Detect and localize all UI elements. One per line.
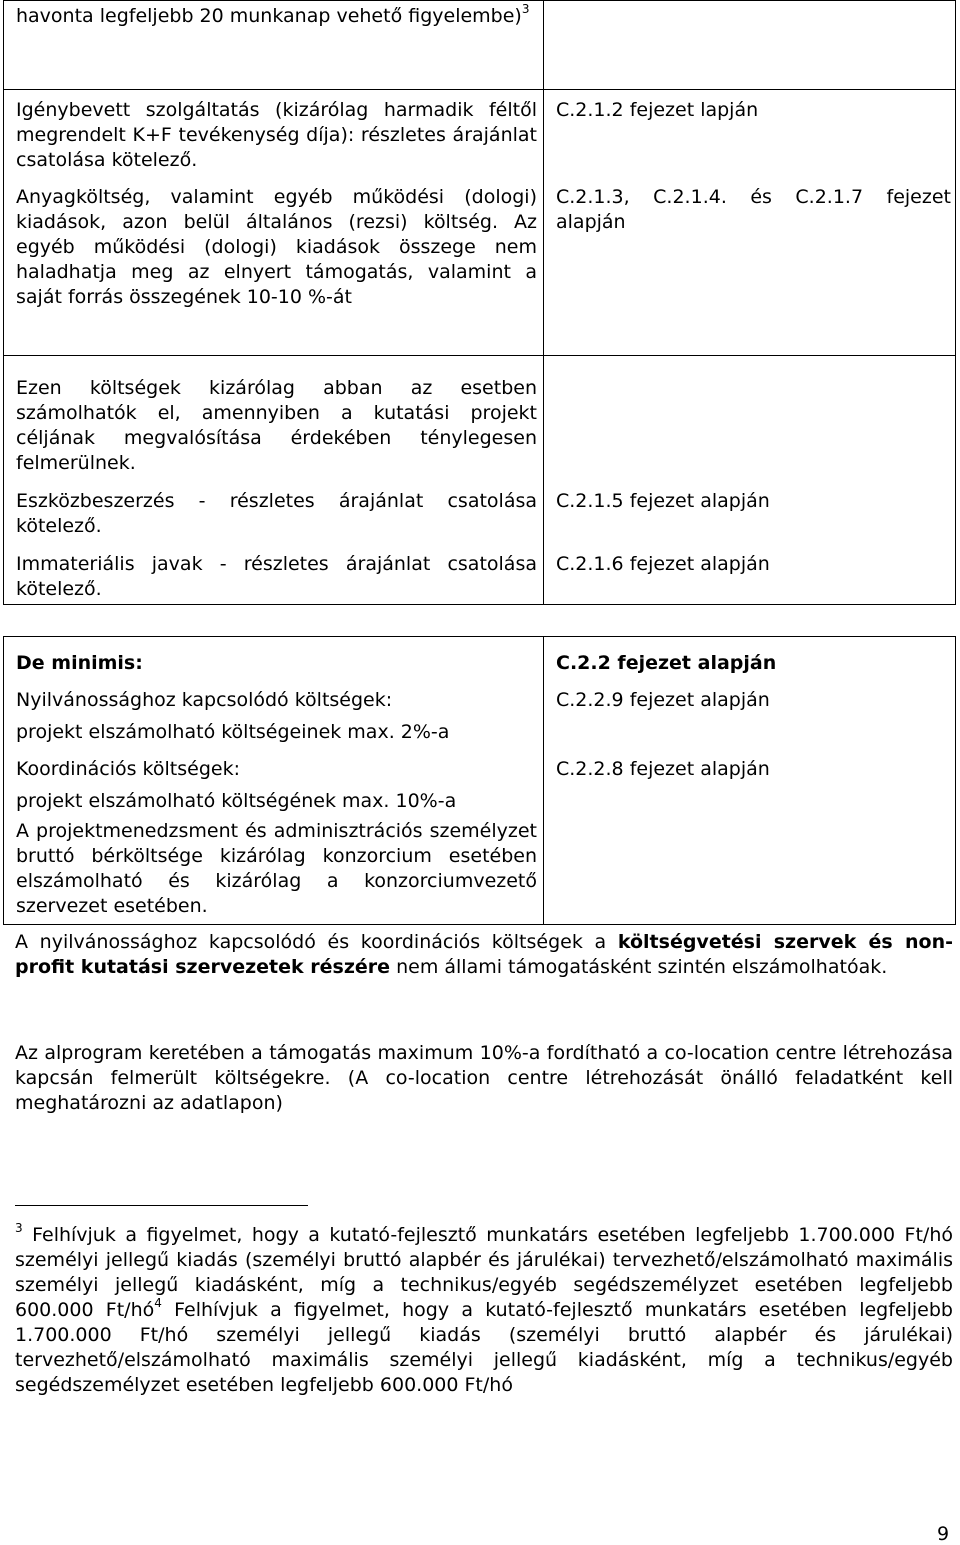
footnote-text: Felhívjuk a figyelmet, hogy a kutató-fejlesztő munkatárs esetében legfeljebb 1.700.000 Ft/hó személyi jellegű kiadás (személyi bruttó alapbér és járulékai) tervezhető/elszámolható maximális személyi jellegű kiadásként, míg a technikus/egyéb segédszemélyzet esetében legfeljebb 600.000 Ft/hó: [15, 1224, 953, 1321]
coordination-costs-reference: C.2.2.8 fejezet alapján: [556, 758, 770, 780]
cell-text: havonta legfeljebb 20 munkanap vehető figyelembe): [16, 5, 522, 27]
de-minimis-reference: C.2.2 fejezet alapján: [556, 652, 777, 674]
table-cell-left: Anyagköltség, valamint egyéb működési (dologi) kiadások, azon belül általános (rezsi) költség. Az egyéb működési (dologi) kiadások összege nem haladhatja meg az elnyert támogatás, valamint a saját forrás összegének 10-10 %-át: [16, 186, 537, 308]
table-cell-right: C.2.1.5 fejezet alapján: [556, 490, 770, 512]
column-divider: [543, 637, 544, 924]
footnote-separator: [15, 1205, 308, 1206]
table-row: [4, 89, 955, 356]
table-cell-left: Immateriális javak - részletes árajánlat csatolása kötelező.: [16, 553, 537, 600]
table-cell-right: C.2.1.3, C.2.1.4. és C.2.1.7 fejezet alapján: [556, 186, 951, 233]
de-minimis-heading: De minimis:: [16, 652, 143, 674]
paragraph-text: A nyilvánossághoz kapcsolódó és koordinációs költségek a: [15, 931, 618, 953]
footnote-text: Felhívjuk a figyelmet, hogy a kutató-fejlesztő munkatárs esetében legfeljebb 1.700.000 Ft/hó személyi jellegű kiadás (személyi bruttó alapbér és járulékai) tervezhető/elszámolható maximális személyi jellegű kiadásként, míg a technikus/egyéb segédszemélyzet esetében legfeljebb 600.000 Ft/hó: [15, 1299, 953, 1396]
page-number: 9: [937, 1523, 950, 1545]
footnote-number: 4: [154, 1296, 162, 1310]
table-cell-right: C.2.1.6 fejezet alapján: [556, 553, 770, 575]
table-cell-left: Igénybevett szolgáltatás (kizárólag harmadik féltől megrendelt K+F tevékenység díja): részletes árajánlat csatolása kötelező.: [16, 99, 537, 171]
table-row: [4, 355, 955, 607]
publicity-costs-reference: C.2.2.9 fejezet alapján: [556, 689, 770, 711]
publicity-costs-value: projekt elszámolható költségeinek max. 2%-a: [16, 721, 450, 743]
cost-table-2: [3, 636, 956, 925]
footnote-ref: 3: [521, 2, 530, 16]
paragraph-publicity-note: [15, 930, 953, 980]
coordination-costs-value: projekt elszámolható költségének max. 10%-a: [16, 790, 457, 812]
coordination-costs-label: Koordinációs költségek:: [16, 758, 240, 780]
publicity-costs-label: Nyilvánossághoz kapcsolódó költségek:: [16, 689, 393, 711]
project-management-note: A projektmenedzsment és adminisztrációs személyzet bruttó bérköltsége kizárólag konzorcium esetében elszámolható és kizárólag a konzorciumvezető szervezet esetében.: [16, 820, 537, 917]
paragraph-text: nem állami támogatásként szintén elszámolhatóak.: [390, 956, 888, 978]
cost-table-1: [3, 0, 956, 605]
table-cell-left: [16, 4, 537, 29]
table-cell-left: Ezen költségek kizárólag abban az esetben számolhatók el, amennyiben a kutatási projekt céljának megvalósítása érdekében ténylegesen felmerülnek.: [16, 377, 537, 474]
paragraph-bold-text: költségvetési szervek és non-profit kutatási szervezetek részére: [15, 931, 953, 978]
table-row: [4, 1, 955, 89]
table-cell-left: Eszközbeszerzés - részletes árajánlat csatolása kötelező.: [16, 490, 537, 537]
paragraph-co-location: Az alprogram keretében a támogatás maximum 10%-a fordítható a co-location centre létrehozása kapcsán felmerült költségekre. (A co-location centre létrehozását önálló feladatként kell meghatározni az adatlapon): [15, 1042, 953, 1114]
footnote: [15, 1223, 953, 1398]
footnote-number: 3: [15, 1221, 23, 1235]
table-cell-right: C.2.1.2 fejezet lapján: [556, 99, 759, 121]
